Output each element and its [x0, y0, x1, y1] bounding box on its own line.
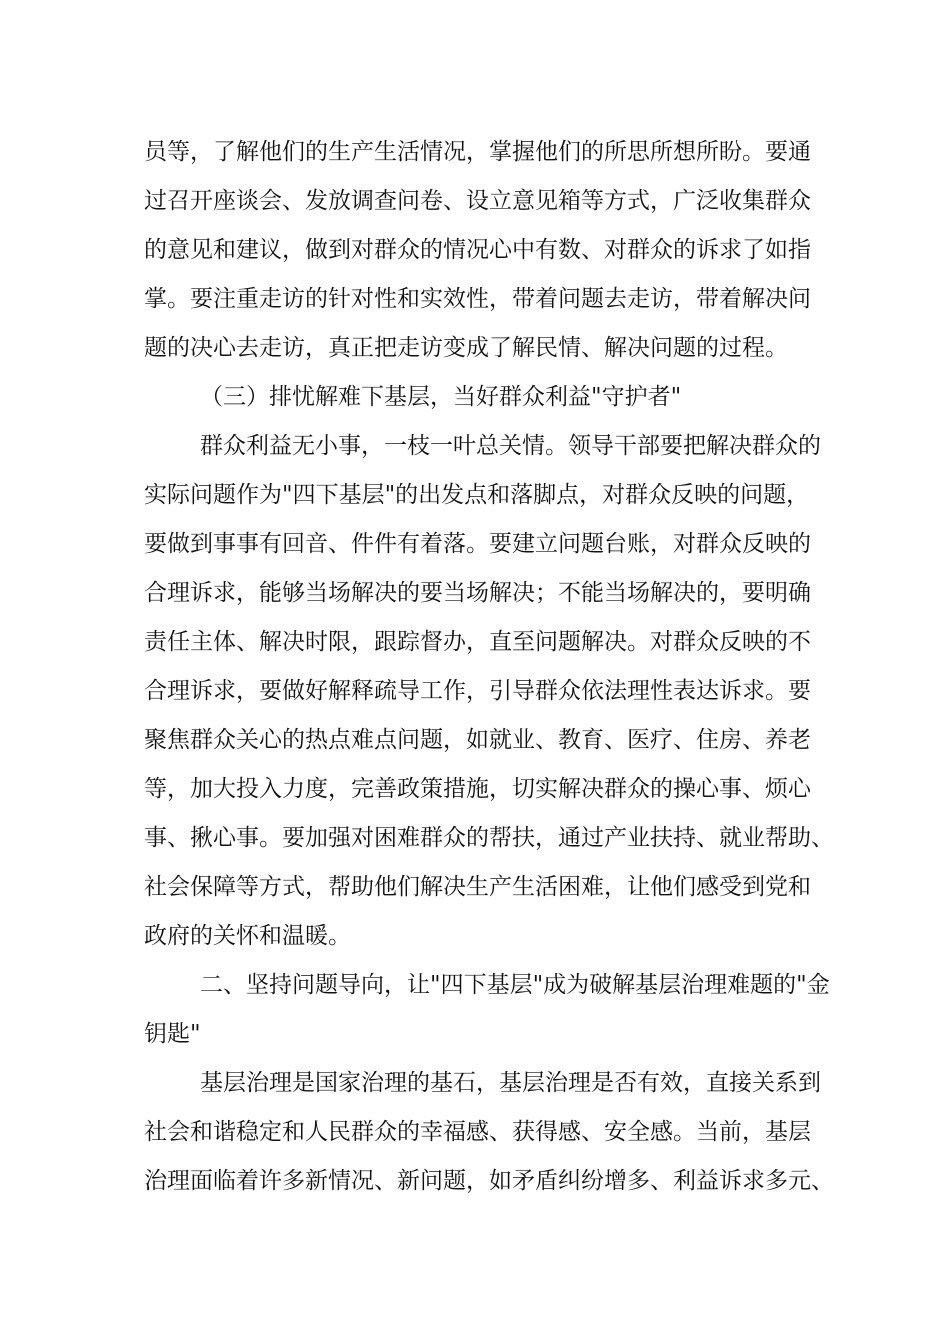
text-line: 基层治理是国家治理的基石，基层治理是否有效，直接关系到 [200, 1070, 821, 1096]
text-line: 的意见和建议，做到对群众的情况心中有数、对群众的诉求了如指 [144, 237, 811, 263]
text-line: 合理诉求，要做好解释疏导工作，引导群众依法理性表达诉求。要 [144, 678, 811, 704]
text-line: 事、揪心事。要加强对困难群众的帮扶，通过产业扶持、就业帮助、 [144, 825, 834, 851]
text-line: 等，加大投入力度，完善政策措施，切实解决群众的操心事、烦心 [144, 776, 811, 802]
text-line: 社会和谐稳定和人民群众的幸福感、获得感、安全感。当前，基层 [144, 1119, 811, 1145]
text-line: 掌。要注重走访的针对性和实效性，带着问题去走访，带着解决问 [144, 286, 811, 312]
section-heading-continued: 钥匙" [144, 1021, 201, 1047]
section-heading: （三）排忧解难下基层，当好群众利益"守护者" [200, 384, 682, 410]
text-line: 员等，了解他们的生产生活情况，掌握他们的所思所想所盼。要通 [144, 139, 811, 165]
text-line: 合理诉求，能够当场解决的要当场解决；不能当场解决的，要明确 [144, 580, 811, 606]
text-line: 治理面临着许多新情况、新问题，如矛盾纠纷增多、利益诉求多元、 [144, 1168, 834, 1194]
section-heading: 二、坚持问题导向，让"四下基层"成为破解基层治理难题的"金 [200, 972, 830, 998]
text-line: 群众利益无小事，一枝一叶总关情。领导干部要把解决群众的 [200, 433, 821, 459]
text-line: 题的决心去走访，真正把走访变成了解民情、解决问题的过程。 [144, 335, 788, 361]
text-line: 政府的关怀和温暖。 [144, 923, 351, 949]
text-line: 社会保障等方式，帮助他们解决生产生活困难，让他们感受到党和 [144, 874, 811, 900]
document-body [144, 128, 834, 1206]
text-line: 要做到事事有回音、件件有着落。要建立问题台账，对群众反映的 [144, 531, 811, 557]
text-line: 实际问题作为"四下基层"的出发点和落脚点，对群众反映的问题， [144, 482, 810, 508]
text-line: 聚焦群众关心的热点难点问题，如就业、教育、医疗、住房、养老 [144, 727, 811, 753]
text-line: 责任主体、解决时限，跟踪督办，直至问题解决。对群众反映的不 [144, 629, 811, 655]
text-line: 过召开座谈会、发放调查问卷、设立意见箱等方式，广泛收集群众 [144, 188, 811, 214]
